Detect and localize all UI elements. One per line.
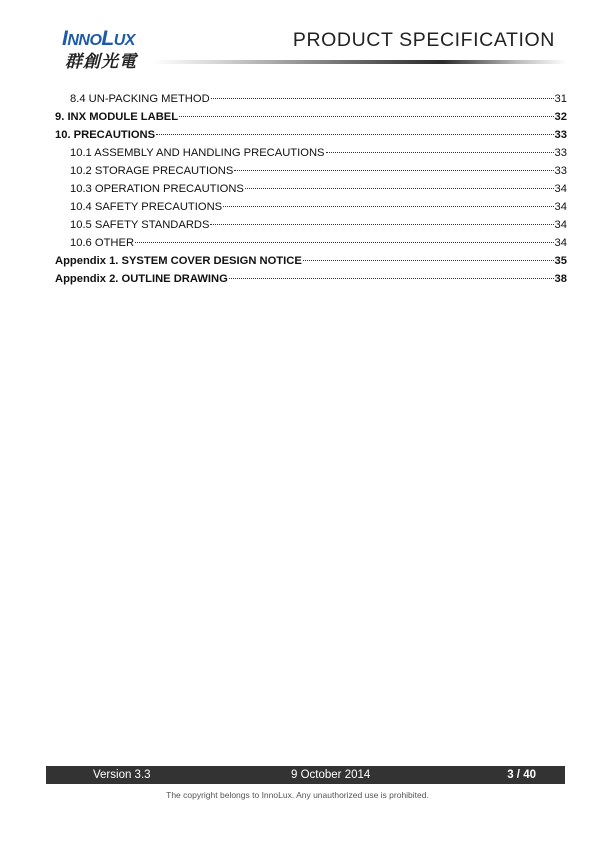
toc-entry-page: 34 — [554, 183, 567, 195]
toc-dot-leader — [211, 97, 554, 99]
toc-entry-page: 34 — [554, 219, 567, 231]
toc-dot-leader — [179, 115, 553, 117]
toc-entry[interactable] — [55, 93, 567, 111]
toc-entry-title: 8.4 UN-PACKING METHOD — [70, 93, 210, 105]
toc-entry[interactable] — [55, 219, 567, 237]
toc-entry-title: Appendix 2. OUTLINE DRAWING — [55, 273, 228, 285]
toc-entry-page: 33 — [554, 129, 567, 141]
toc-entry-page: 38 — [554, 273, 567, 285]
toc-entry-title: 10.2 STORAGE PRECAUTIONS — [70, 165, 234, 177]
toc-dot-leader — [135, 241, 554, 243]
logo-chinese-name: 群創光電 — [65, 52, 137, 72]
toc-entry[interactable] — [55, 183, 567, 201]
toc-entry-page: 33 — [554, 165, 567, 177]
copyright-notice: The copyright belongs to InnoLux. Any unauthorized use is prohibited. — [166, 790, 429, 800]
toc-entry-title: 10.4 SAFETY PRECAUTIONS — [70, 201, 223, 213]
toc-entry[interactable] — [55, 255, 567, 273]
toc-entry-title: 10. PRECAUTIONS — [55, 129, 156, 141]
toc-entry[interactable] — [55, 165, 567, 183]
toc-entry-page: 31 — [554, 93, 567, 105]
toc-dot-leader — [234, 169, 553, 171]
toc-entry-title: 9. INX MODULE LABEL — [55, 111, 179, 123]
toc-entry[interactable] — [55, 273, 567, 291]
toc-dot-leader — [156, 133, 553, 135]
toc-dot-leader — [326, 151, 554, 153]
toc-entry-title: 10.3 OPERATION PRECAUTIONS — [70, 183, 244, 195]
toc-entry-title: 10.1 ASSEMBLY AND HANDLING PRECAUTIONS — [70, 147, 325, 159]
footer-version: Version 3.3 — [93, 769, 151, 781]
toc-entry[interactable] — [55, 111, 567, 129]
toc-entry-title: 10.6 OTHER — [70, 237, 135, 249]
toc-dot-leader — [210, 223, 553, 225]
footer-bar — [46, 766, 565, 784]
footer-page-number: 3 / 40 — [507, 769, 536, 781]
toc-entry-page: 33 — [554, 147, 567, 159]
toc-entry-page: 35 — [554, 255, 567, 267]
header-divider — [152, 60, 567, 64]
logo-wordmark: INNOLUX — [62, 27, 135, 50]
toc-entry[interactable] — [55, 237, 567, 255]
toc-entry-title: Appendix 1. SYSTEM COVER DESIGN NOTICE — [55, 255, 302, 267]
toc-entry-title: 10.5 SAFETY STANDARDS — [70, 219, 210, 231]
document-title: PRODUCT SPECIFICATION — [292, 29, 555, 51]
toc-entry-page: 34 — [554, 237, 567, 249]
toc-dot-leader — [245, 187, 554, 189]
toc-entry[interactable] — [55, 147, 567, 165]
toc-dot-leader — [229, 277, 554, 279]
toc-entry-page: 34 — [554, 201, 567, 213]
toc-entry-page: 32 — [554, 111, 567, 123]
footer-date: 9 October 2014 — [291, 769, 371, 781]
table-of-contents — [55, 93, 567, 291]
innolux-logo — [62, 28, 162, 76]
toc-entry[interactable] — [55, 201, 567, 219]
toc-dot-leader — [223, 205, 553, 207]
toc-entry[interactable] — [55, 129, 567, 147]
toc-dot-leader — [303, 259, 554, 261]
